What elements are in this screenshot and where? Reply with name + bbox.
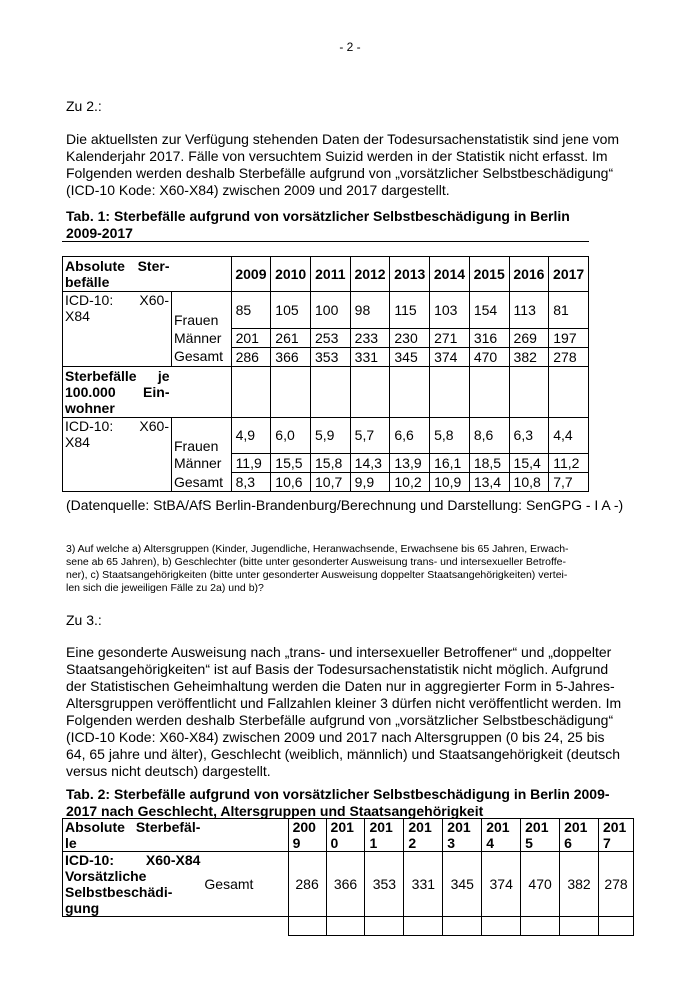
table-cell: 366 — [271, 347, 311, 366]
year-header — [365, 819, 404, 852]
year-header: 2010 — [271, 257, 311, 292]
year-part: 201 — [602, 819, 627, 835]
icd-label-cell — [63, 417, 172, 492]
label-word: gung — [65, 900, 100, 916]
empty-cell — [509, 366, 549, 417]
year-part: 201 — [525, 819, 549, 835]
table-cell: 10,8 — [509, 473, 549, 492]
table-cell: 5,7 — [350, 417, 390, 454]
table-cell: 278 — [549, 347, 589, 366]
caption-rule — [62, 241, 589, 242]
section-2-paragraph — [66, 131, 634, 199]
table-cell: 85 — [231, 292, 271, 329]
table-cell: 345 — [390, 347, 430, 366]
year-part: 201 — [564, 819, 588, 835]
empty-cell — [202, 917, 288, 936]
paragraph-line: (ICD-10 Kode: X60-X84) zwischen 2009 und 2017 nach Altersgruppen (0 bis 24, 25 bis — [66, 729, 605, 745]
header-empty-cell — [202, 819, 288, 852]
label-word: Absolute — [65, 819, 125, 835]
year-part: 6 — [564, 835, 572, 851]
table-row — [63, 917, 634, 936]
year-part: 200 — [292, 819, 316, 835]
label-word: ICD-10: — [65, 417, 114, 434]
year-part: 201 — [408, 819, 432, 835]
table-1 — [62, 256, 589, 492]
table-cell: 253 — [311, 328, 351, 347]
table-cell: 382 — [560, 852, 599, 917]
label-word: Vorsätzliche — [65, 868, 147, 884]
table-cell: 98 — [350, 292, 390, 329]
paragraph-line: Altersgruppen veröffentlicht und Fallzahlen kleiner 3 dürfen nicht veröffentlicht werden. Im — [66, 695, 622, 711]
table-cell: 10,2 — [390, 473, 430, 492]
empty-cell — [172, 366, 232, 417]
paragraph-line: (ICD-10 Kode: X60-X84) zwischen 2009 und 2017 dargestellt. — [66, 182, 450, 198]
table-cell: 331 — [404, 852, 443, 917]
table-cell: 286 — [288, 852, 326, 917]
section-2-heading: Zu 2.: — [66, 98, 102, 114]
label-word: wohner — [65, 399, 115, 416]
year-header — [560, 819, 599, 852]
empty-cell — [311, 366, 351, 417]
table-cell: 18,5 — [469, 454, 509, 473]
question-line: ner), c) Staatsangehörigkeiten (bitte unter gesonderter Ausweisung doppelter Staatsangehörigkeiten) vertei- — [66, 569, 568, 581]
year-part: 4 — [486, 835, 495, 851]
table-cell: 100 — [311, 292, 351, 329]
table-cell: 269 — [509, 328, 549, 347]
table-cell: 16,1 — [430, 454, 470, 473]
table-cell: 4,4 — [549, 417, 589, 454]
table-cell: 113 — [509, 292, 549, 329]
table-cell: 11,9 — [231, 454, 271, 473]
table-cell: 13,4 — [469, 473, 509, 492]
year-header: 2015 — [469, 257, 509, 292]
table-cell: 15,8 — [311, 454, 351, 473]
label-word: Absolute — [65, 258, 125, 274]
year-part: 5 — [525, 835, 533, 851]
paragraph-line: Eine gesonderte Ausweisung nach „trans- und intersexueller Betroffener“ und „doppelter — [66, 644, 612, 660]
header-empty-cell — [172, 257, 232, 292]
label-line — [65, 368, 170, 384]
year-header: 2009 — [231, 257, 271, 292]
table-cell: 470 — [469, 347, 509, 366]
caption-line: Tab. 1: Sterbefälle aufgrund von vorsätzlicher Selbstbeschädigung in Berlin — [66, 208, 570, 224]
table-cell: 9,9 — [350, 473, 390, 492]
table-cell: 115 — [390, 292, 430, 329]
label-word: 100.000 — [65, 383, 116, 400]
rate-label-cell — [63, 366, 172, 417]
question-line: len sich die jeweiligen Fälle zu 2a) und b)? — [66, 582, 264, 594]
icd-label-cell — [63, 292, 172, 367]
label-line — [65, 292, 169, 308]
caption-line: 2009-2017 — [66, 225, 133, 241]
label-word: Ster- — [137, 258, 170, 274]
table-row — [63, 292, 589, 329]
table-cell: 233 — [350, 328, 390, 347]
label-word: X60- — [139, 417, 169, 434]
table-cell: 7,7 — [549, 473, 589, 492]
table-1-caption — [66, 208, 636, 242]
label-word: X84 — [65, 433, 90, 450]
table-cell: 103 — [430, 292, 470, 329]
table-cell: 10,7 — [311, 473, 351, 492]
paragraph-line: versus nicht deutsch) dargestellt. — [66, 763, 271, 779]
paragraph-line: Kalenderjahr 2017. Fälle von versuchtem Suizid werden in der Statistik nicht erfasst. Im — [66, 148, 608, 164]
year-header — [521, 819, 560, 852]
empty-cell — [326, 917, 365, 936]
table-cell: 197 — [549, 328, 589, 347]
table-cell: 14,3 — [350, 454, 390, 473]
label-word: Sterbefälle — [65, 367, 137, 384]
empty-cell — [443, 917, 482, 936]
year-part: 201 — [447, 819, 471, 835]
header-label-cell — [63, 257, 172, 292]
empty-cell — [598, 917, 633, 936]
paragraph-line: Folgenden werden deshalb Sterbefälle aufgrund von „vorsätzlicher Selbstbeschädigung“ — [66, 165, 614, 181]
label-word: je — [157, 367, 170, 384]
table-cell: 10,6 — [271, 473, 311, 492]
table-cell: 366 — [326, 852, 365, 917]
year-part: 201 — [330, 819, 354, 835]
year-part: 9 — [292, 835, 301, 851]
table-cell: 261 — [271, 328, 311, 347]
year-part: 2 — [408, 835, 417, 851]
empty-cell — [63, 917, 203, 936]
table-cell: 353 — [365, 852, 404, 917]
table-cell: 4,9 — [231, 417, 271, 454]
paragraph-line: Folgenden werden deshalb Sterbefälle aufgrund von „vorsätzlicher Selbstbeschädigung“ — [66, 712, 614, 728]
table-2-caption — [66, 786, 634, 820]
table-row — [63, 366, 589, 417]
empty-cell — [390, 366, 430, 417]
empty-cell — [482, 917, 521, 936]
empty-cell — [271, 366, 311, 417]
empty-cell — [404, 917, 443, 936]
header-label-cell — [63, 819, 203, 852]
table-cell: 6,6 — [390, 417, 430, 454]
table-cell: 15,5 — [271, 454, 311, 473]
table-cell: 278 — [598, 852, 633, 917]
section-3-paragraph — [66, 644, 634, 780]
question-line: 3) Auf welche a) Altersgruppen (Kinder, Jugendliche, Heranwachsende, Erwachsene bis 65 Jahren, Erwach- — [66, 543, 569, 555]
table-header-row — [63, 257, 589, 292]
row-label: Frauen — [174, 437, 219, 454]
table-cell: 8,3 — [231, 473, 271, 492]
table-row — [63, 417, 589, 454]
label-word: Ein- — [143, 383, 170, 400]
table-cell: 81 — [549, 292, 589, 329]
year-header — [288, 819, 326, 852]
year-part: 7 — [602, 835, 611, 851]
table-cell: 470 — [521, 852, 560, 917]
table-row — [63, 852, 634, 917]
year-header: 2013 — [390, 257, 430, 292]
empty-cell — [288, 917, 326, 936]
year-header: 2014 — [430, 257, 470, 292]
empty-cell — [350, 366, 390, 417]
table-cell: 286 — [231, 347, 271, 366]
paragraph-line: der Statistischen Geheimhaltung werden die Daten nur in aggregierter Form in 5-Jahres- — [66, 678, 615, 694]
empty-cell — [231, 366, 271, 417]
row-label: Männer — [174, 329, 222, 346]
table-cell: 15,4 — [509, 454, 549, 473]
row-label: Gesamt — [202, 852, 288, 917]
label-word: X60- — [139, 292, 169, 308]
empty-cell — [469, 366, 509, 417]
year-header — [598, 819, 633, 852]
label-word: Selbstbeschädi- — [65, 884, 173, 900]
paragraph-line: 64, 65 jahre und älter), Geschlecht (weiblich, männlich) und Staatsangehörigkeit (deutsch — [66, 746, 621, 762]
table-cell: 10,9 — [430, 473, 470, 492]
table-2 — [62, 818, 634, 936]
table-cell: 345 — [443, 852, 482, 917]
table-cell: 382 — [509, 347, 549, 366]
year-part: 3 — [447, 835, 456, 851]
table-cell: 331 — [350, 347, 390, 366]
year-header: 2017 — [549, 257, 589, 292]
table-cell: 374 — [482, 852, 521, 917]
label-line — [65, 258, 170, 274]
year-header: 2016 — [509, 257, 549, 292]
table-cell: 230 — [390, 328, 430, 347]
empty-cell — [549, 366, 589, 417]
empty-cell — [430, 366, 470, 417]
label-line — [65, 852, 200, 868]
caption-line: Tab. 2: Sterbefälle aufgrund von vorsätzlicher Selbstbeschädigung in Berlin 2009- — [66, 786, 610, 802]
label-word: X60-X84 — [145, 852, 201, 868]
label-line — [65, 384, 170, 400]
data-source: (Datenquelle: StBA/AfS Berlin-Brandenburg/Berechnung und Darstellung: SenGPG - I A -) — [66, 497, 624, 513]
label-word: ICD-10: — [65, 292, 114, 308]
section-3-heading: Zu 3.: — [66, 612, 102, 628]
year-header: 2012 — [350, 257, 390, 292]
row-label: Gesamt — [172, 473, 232, 492]
table-cell: 13,9 — [390, 454, 430, 473]
year-part: 201 — [486, 819, 510, 835]
empty-cell — [521, 917, 560, 936]
label-word: ICD-10: — [65, 852, 115, 868]
year-header — [443, 819, 482, 852]
question-line: sene ab 65 Jahren), b) Geschlechter (bitte unter gesonderter Ausweisung trans- und intersexueller Betroffe- — [66, 556, 567, 568]
year-header — [482, 819, 521, 852]
caption-line: 2017 nach Geschlecht, Altersgruppen und Staatsangehörigkeit — [66, 803, 484, 819]
paragraph-line: Staatsangehörigkeiten“ ist auf Basis der Todesursachenstatistik nicht möglich. Aufgrund — [66, 661, 609, 677]
row-label: Gesamt — [174, 348, 224, 365]
year-part: 1 — [369, 835, 378, 851]
table-header-row — [63, 819, 634, 852]
table-cell: 374 — [430, 347, 470, 366]
page-number: - 2 - — [339, 40, 361, 54]
label-word: le — [65, 835, 77, 851]
table-cell: 105 — [271, 292, 311, 329]
row-label: Männer — [174, 455, 222, 471]
table-cell: 154 — [469, 292, 509, 329]
label-word: Sterbefäl- — [135, 819, 201, 835]
year-part: 0 — [330, 835, 339, 851]
table-cell: 6,3 — [509, 417, 549, 454]
row-label: Frauen — [174, 312, 219, 328]
paragraph-line: Die aktuellsten zur Verfügung stehenden Daten der Todesursachenstatistik sind jene vom — [66, 131, 620, 147]
table-cell: 5,9 — [311, 417, 351, 454]
row-label-cell — [63, 852, 203, 917]
table-cell: 5,8 — [430, 417, 470, 454]
table-cell: 271 — [430, 328, 470, 347]
table-cell: 353 — [311, 347, 351, 366]
empty-cell — [365, 917, 404, 936]
year-part: 201 — [369, 819, 393, 835]
label-word: X84 — [65, 308, 90, 324]
label-line — [65, 418, 169, 434]
question-3 — [66, 543, 634, 595]
year-header: 2011 — [311, 257, 351, 292]
year-header — [326, 819, 365, 852]
table-cell: 11,2 — [549, 454, 589, 473]
label-line — [65, 819, 200, 835]
table-cell: 201 — [231, 328, 271, 347]
table-cell: 6,0 — [271, 417, 311, 454]
year-header — [404, 819, 443, 852]
table-cell: 8,6 — [469, 417, 509, 454]
label-word: befälle — [65, 274, 110, 290]
empty-cell — [560, 917, 599, 936]
table-cell: 316 — [469, 328, 509, 347]
